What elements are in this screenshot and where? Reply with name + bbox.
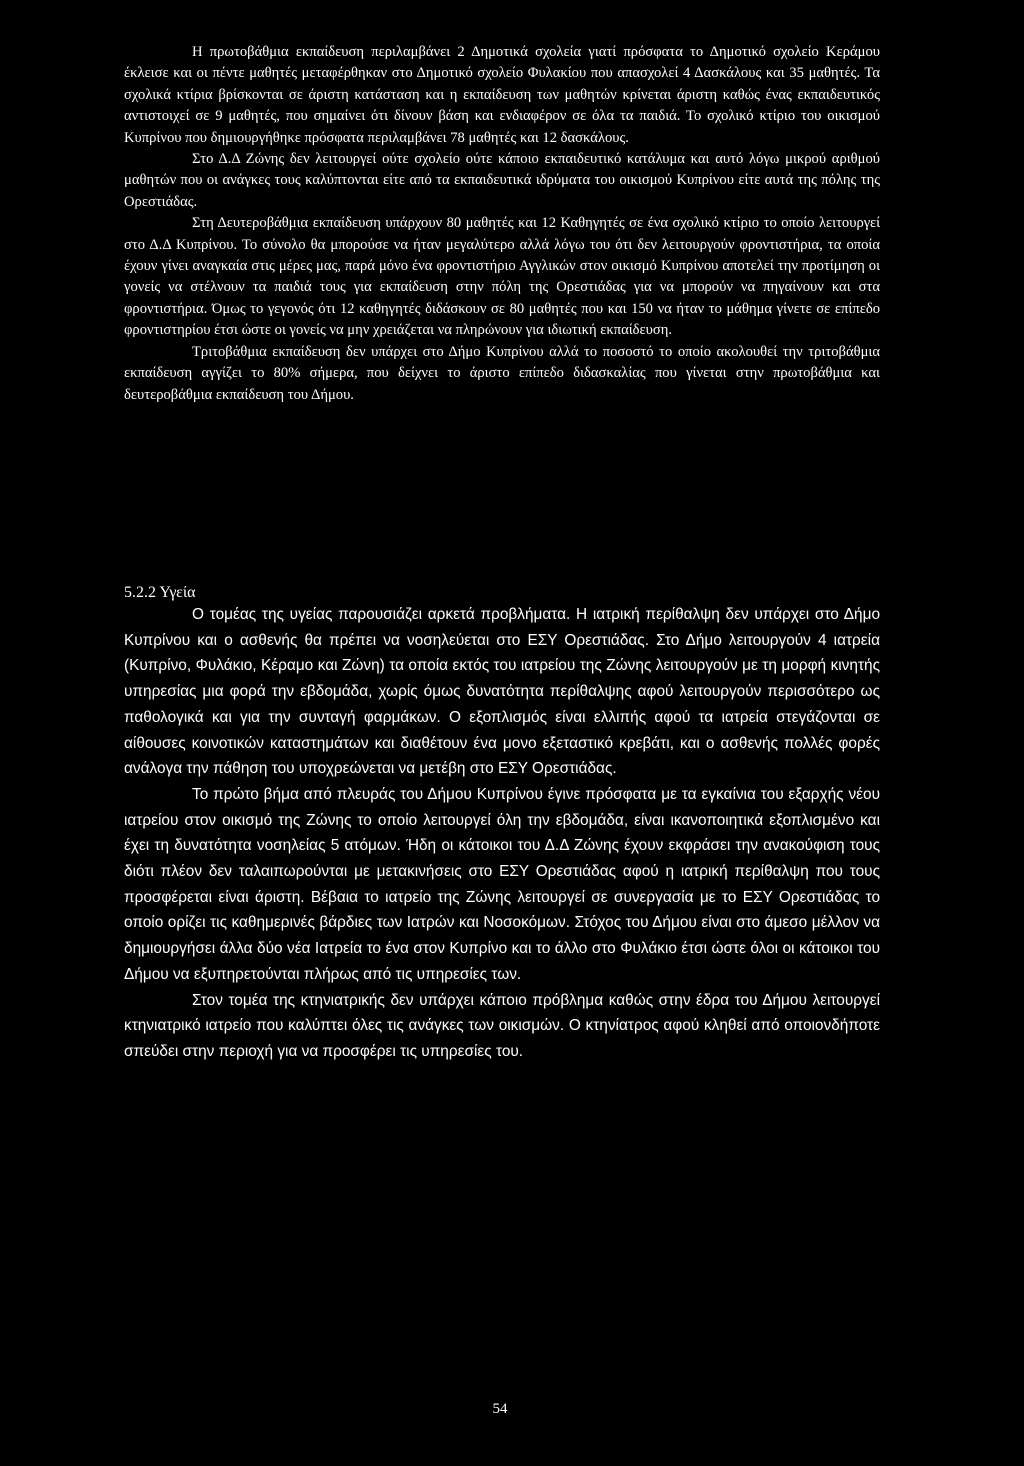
section-heading-health: 5.2.2 Υγεία [124,584,196,601]
paragraph-zoni-schools: Στο Δ.Δ Ζώνης δεν λειτουργεί ούτε σχολείο ούτε κάποιο εκπαιδευτικό κατάλυμα και αυτό λόγω μικρού αριθμού μαθητών που οι ανάγκες τους καλύπτονται είτε από τα εκπαιδευτικά ιδρύματα του οικισμού Κυπρίνου είτε αυτά της πόλης της Ορεστιάδας. [124,151,880,210]
paragraph-secondary-education: Στη Δευτεροβάθμια εκπαίδευση υπάρχουν 80 μαθητές και 12 Καθηγητές σε ένα σχολικό κτίριο το οποίο λειτουργεί στο Δ.Δ Κυπρίνου. Το σύνολο θα μπορούσε να ήταν μεγαλύτερο αλλά λόγω του ότι δεν λειτουργούν φροντιστήρια, τα οποία έχουν γίνει αναγκαία στις μέρες μας, παρά μόνο ένα φροντιστήριο Αγγλικών στον οικισμό Κυπρίνου αποτελεί την προτίμηση οι γονείς να στέλνουν τα παιδιά τους για εκπαίδευση στην πόλη της Ορεστιάδας για να μπορούν να πηγαίνουν και στα φροντιστήρια. Όμως το γεγονός ότι 12 καθηγητές διδάσκουν σε 80 μαθητές που και 150 να ήταν το μάθημα γίνετε σε επίπεδο φροντιστηρίου έτσι ώστε οι γονείς να μην χρειάζεται να πληρώνουν για ιδιωτική εκπαίδευση. [124,215,880,339]
paragraph-health-problems: Ο τομέας της υγείας παρουσιάζει αρκετά προβλήματα. Η ιατρική περίθαλψη δεν υπάρχει στο Δήμο Κυπρίνου και ο ασθενής θα πρέπει να νοσηλεύεται στο ΕΣΥ Ορεστιάδας. Στο Δήμο λειτουργούν 4 ιατρεία (Κυπρίνο, Φυλάκιο, Κέραμο και Ζώνη) τα οποία εκτός του ιατρείου της Ζώνης λειτουργούν με τη μορφή κινητής υπηρεσίας μια φορά την εβδομάδα, χωρίς όμως δυνατότητα περίθαλψης αφού λειτουργούν περισσότερο ως παθολογικά και για την συνταγή φαρμάκων. Ο εξοπλισμός είναι ελλιπής αφού τα ιατρεία στεγάζονται σε αίθουσες κοινοτικών καταστημάτων και διαθέτουν ένα μονο εξεταστικό κρεβάτι, και ο ασθενής πολλές φορές ανάλογα την πάθηση του υποχρεώνεται να μετέβη στο ΕΣΥ Ορεστιάδας. [124,606,880,778]
paragraph-primary-education: Η πρωτοβάθμια εκπαίδευση περιλαμβάνει 2 Δημοτικά σχολεία γιατί πρόσφατα το Δημοτικό σχολείο Κεράμου έκλεισε και οι πέντε μαθητές μεταφέρθηκαν στο Δημοτικό σχολείο Φυλακίου που απασχολεί 4 Δασκάλους και 35 μαθητές. Τα σχολικά κτίρια βρίσκονται σε άριστη κατάσταση και η εκπαίδευση των μαθητών κρίνεται άριστη καθώς ένας εκπαιδευτικός αντιστοιχεί σε 9 μαθητές, που σημαίνει ότι δίνουν βάση και ενδιαφέρον σε όλα τα παιδιά. Το σχολικό κτίριο του οικισμού Κυπρίνου που δημιουργήθηκε πρόσφατα περιλαμβάνει 78 μαθητές και 12 δασκάλους. [124,44,880,146]
paragraph-veterinary: Στον τομέα της κτηνιατρικής δεν υπάρχει κάποιο πρόβλημα καθώς στην έδρα του Δήμου λειτουργεί κτηνιατρικό ιατρείο που καλύπτει όλες τις ανάγκες των οικισμών. Ο κτηνίατρος αφού κληθεί από οποιονδήποτε σπεύδει στην περιοχή για να προσφέρει τις υπηρεσίες του. [124,991,880,1060]
page-number: 54 [492,1401,508,1417]
health-section [124,602,880,1065]
paragraph-tertiary-education: Τριτοβάθμια εκπαίδευση δεν υπάρχει στο Δήμο Κυπρίνου αλλά το ποσοστό το οποίο ακολουθεί την τριτοβάθμια εκπαίδευση αγγίζει το 80% σήμερα, που δείχνει το άριστο επίπεδο διδασκαλίας που γίνεται στην πρωτοβάθμια και δευτεροβάθμια εκπαίδευση του Δήμου. [124,343,880,403]
education-section [124,42,880,406]
paragraph-new-clinic: Το πρώτο βήμα από πλευράς του Δήμου Κυπρίνου έγινε πρόσφατα με τα εγκαίνια του εξαρχής νέου ιατρείου στον οικισμό της Ζώνης το οποίο λειτουργεί όλη την εβδομάδα, είναι ικανοποιητικά εξοπλισμένο και έχει τη δυνατότητα νοσηλείας 5 ατόμων. Ήδη οι κάτοικοι του Δ.Δ Ζώνης έχουν εκφράσει την ανακούφιση τους διότι πλέον δεν ταλαιπωρούνται με μετακινήσεις στο ΕΣΥ Ορεστιάδας αφού η ιατρική περίθαλψη που τους προσφέρεται είναι άριστη. Βέβαια το ιατρείο της Ζώνης λειτουργεί σε συνεργασία με το ΕΣΥ Ορεστιάδας το οποίο ορίζει τις καθημερινές βάρδιες των Ιατρών και Νοσοκόμων. Στόχος του Δήμου είναι στο άμεσο μέλλον να δημιουργήσει άλλα δύο νέα Ιατρεία το ένα στον Κυπρίνο και το άλλο στο Φυλάκιο έτσι ώστε όλοι οι κάτοικοι του Δήμου να εξυπηρετούνται πλήρως από τις υπηρεσίες των. [124,785,880,983]
